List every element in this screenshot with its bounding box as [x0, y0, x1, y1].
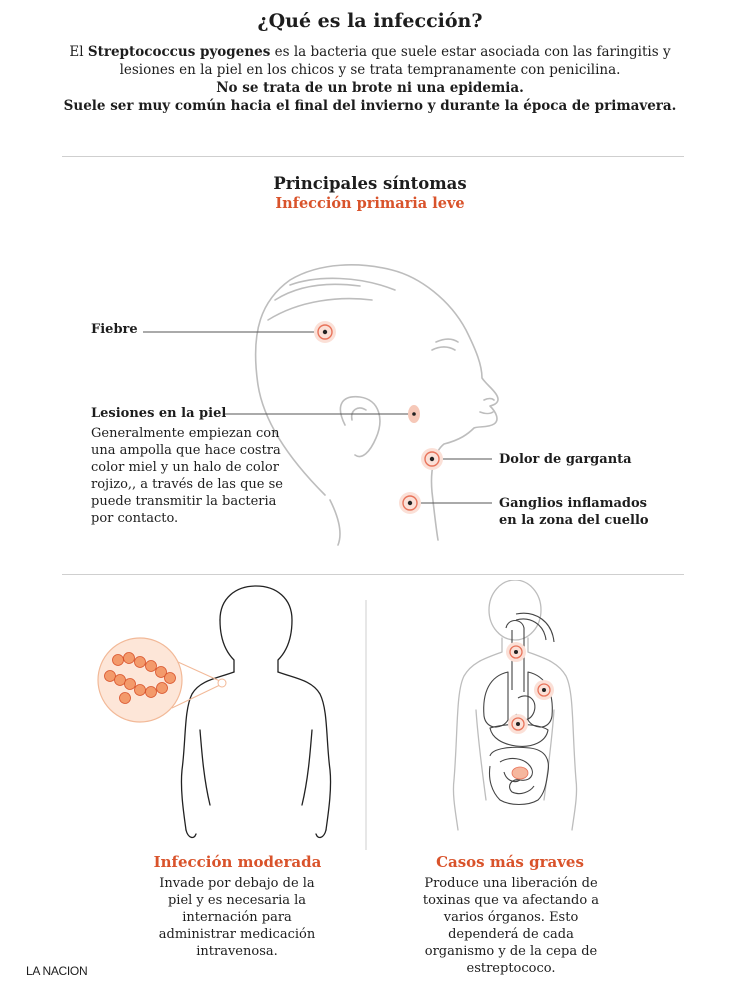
glands-marker: [399, 492, 421, 514]
symptoms-subtitle: Infección primaria leve: [275, 195, 465, 212]
divider-middle: [62, 574, 684, 575]
severe-cases-illustration: [420, 580, 620, 840]
throat-marker: [421, 448, 443, 470]
intro-pre: El: [69, 44, 88, 60]
organ-marker-liver: [508, 714, 528, 734]
season-note: Suele ser muy común hacia el final del invierno y durante la época de primavera.: [63, 98, 677, 114]
symptoms-title: Principales síntomas: [273, 174, 467, 193]
organ-marker-lung: [534, 680, 554, 700]
intro-post: es la bacteria que suele estar asociada con las faringitis y lesiones en la piel en los chicos y se trata tempranamente con penicilina.: [119, 44, 671, 78]
throat-label: Dolor de garganta: [499, 452, 632, 467]
moderate-desc: Invade por debajo de la piel y es necesaria la internación para administrar medicación intravenosa.: [158, 876, 316, 959]
bacteria-name: Streptococcus pyogenes: [87, 44, 271, 60]
moderate-title: Infección moderada: [153, 853, 322, 871]
brand-logo: LA NACION: [26, 964, 88, 978]
moderate-infection-illustration: [0, 580, 360, 850]
column-divider: [365, 600, 367, 850]
not-epidemic-note: No se trata de un brote ni una epidemia.: [216, 80, 524, 96]
organ-marker-throat: [506, 642, 526, 662]
severe-title: Casos más graves: [436, 853, 584, 871]
skin-lesions-desc: Generalmente empiezan con una ampolla que hace costra color miel y un halo de color rojizo,, a través de las que se puede transmitir la bacteria por contacto.: [91, 426, 283, 526]
organ-marker-intestine: [512, 767, 528, 779]
skin-lesions-label: Lesiones en la piel: [91, 406, 227, 421]
skin-lesion-marker: [408, 405, 420, 423]
fever-label: Fiebre: [91, 322, 138, 337]
fever-marker: [314, 321, 336, 343]
glands-label: Ganglios inflamados en la zona del cuello: [499, 496, 649, 528]
page-title: ¿Qué es la infección?: [257, 10, 483, 32]
severe-desc: Produce una liberación de toxinas que va afectando a varios órganos. Esto dependerá de cada organismo y de la cepa de estreptococo.: [422, 876, 600, 976]
